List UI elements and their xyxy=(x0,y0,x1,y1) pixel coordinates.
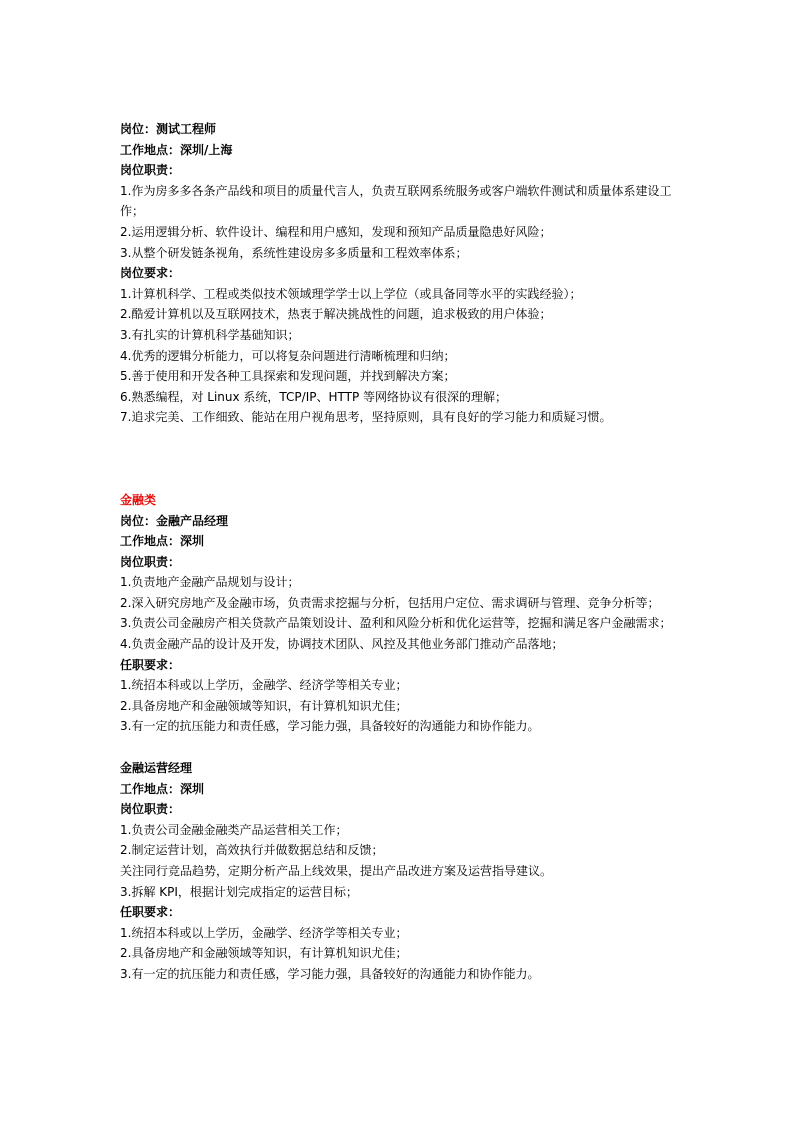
requirement-item: 1.统招本科或以上学历，金融学、经济学等相关专业； xyxy=(120,678,408,693)
requirement-item: 2.具备房地产和金融领域等知识，有计算机知识尤佳； xyxy=(120,946,408,961)
duty-item: 3.拆解 KPI，根据计划完成指定的运营目标； xyxy=(120,884,358,899)
job-title: 金融运营经理 xyxy=(120,761,193,776)
requirement-item: 1.统招本科或以上学历，金融学、经济学等相关专业； xyxy=(120,925,408,940)
duty-item: 1.负责地产金融产品规划与设计； xyxy=(120,575,300,590)
requirement-item: 1.计算机科学、工程或类似技术领域理学学士以上学位（或具备同等水平的实践经验）； xyxy=(120,286,582,301)
job-section-finance-operations-manager xyxy=(120,758,680,985)
duty-item: 4.负责金融产品的设计及开发，协调技术团队、风控及其他业务部门推动产品落地； xyxy=(120,637,564,652)
duty-item: 2.深入研究房地产及金融市场，负责需求挖掘与分析，包括用户定位、需求调研与管理、竞争分析等； xyxy=(120,595,660,610)
job-title: 岗位：测试工程师 xyxy=(120,122,217,136)
duty-item: 2.运用逻辑分析、软件设计、编程和用户感知，发现和预知产品质量隐患好风险； xyxy=(120,224,552,239)
duty-item: 3.负责公司金融房产相关贷款产品策划设计、盈利和风险分析和优化运营等，挖掘和满足客户金融需求； xyxy=(120,616,672,631)
spacer xyxy=(120,737,680,758)
requirement-item: 3.有一定的抗压能力和责任感，学习能力强，具备较好的沟通能力和协作能力。 xyxy=(120,966,540,981)
duty-item: 2.制定运营计划，高效执行并做数据总结和反馈； xyxy=(120,843,384,858)
requirement-item: 2.酷爱计算机以及互联网技术，热衷于解决挑战性的问题，追求极致的用户体验； xyxy=(120,307,552,322)
duty-item: 1.作为房多多各条产品线和项目的质量代言人，负责互联网系统服务或客户端软件测试和质量体系建设工作； xyxy=(120,183,672,219)
job-location: 工作地点：深圳 xyxy=(120,781,205,796)
requirement-item: 2.具备房地产和金融领域等知识，有计算机知识尤佳； xyxy=(120,698,408,713)
requirement-item: 4.优秀的逻辑分析能力，可以将复杂问题进行清晰梳理和归纳； xyxy=(120,348,456,363)
requirement-item: 6.熟悉编程，对 Linux 系统，TCP/IP、HTTP 等网络协议有很深的理解； xyxy=(120,389,507,404)
requirements-heading: 任职要求： xyxy=(120,905,181,920)
job-section-finance-product-manager xyxy=(120,511,680,738)
requirements-heading: 任职要求： xyxy=(120,657,181,672)
duty-item: 1.负责公司金融金融类产品运营相关工作； xyxy=(120,822,348,837)
requirement-item: 3.有一定的抗压能力和责任感，学习能力强，具备较好的沟通能力和协作能力。 xyxy=(120,719,540,734)
duties-heading: 岗位职责： xyxy=(120,802,181,817)
job-title: 岗位：金融产品经理 xyxy=(120,513,229,528)
duty-item: 关注同行竞品趋势，定期分析产品上线效果，提出产品改进方案及运营指导建议。 xyxy=(120,864,553,878)
duty-item: 3.从整个研发链条视角，系统性建设房多多质量和工程效率体系； xyxy=(120,245,468,260)
duties-heading: 岗位职责： xyxy=(120,163,181,178)
job-section-test-engineer xyxy=(120,119,680,428)
duties-heading: 岗位职责： xyxy=(120,554,181,569)
job-location: 工作地点：深圳 xyxy=(120,534,205,549)
requirement-item: 5.善于使用和开发各种工具探索和发现问题，并找到解决方案； xyxy=(120,369,456,384)
job-location: 工作地点：深圳/上海 xyxy=(120,142,233,157)
requirements-heading: 岗位要求： xyxy=(120,266,181,281)
requirement-item: 3.有扎实的计算机科学基础知识； xyxy=(120,327,300,342)
requirement-item: 7.追求完美、工作细致、能站在用户视角思考，坚持原则，具有良好的学习能力和质疑习惯。 xyxy=(120,410,612,425)
spacer xyxy=(120,428,680,490)
category-heading-finance: 金融类 xyxy=(120,492,157,507)
document-content xyxy=(120,119,680,985)
